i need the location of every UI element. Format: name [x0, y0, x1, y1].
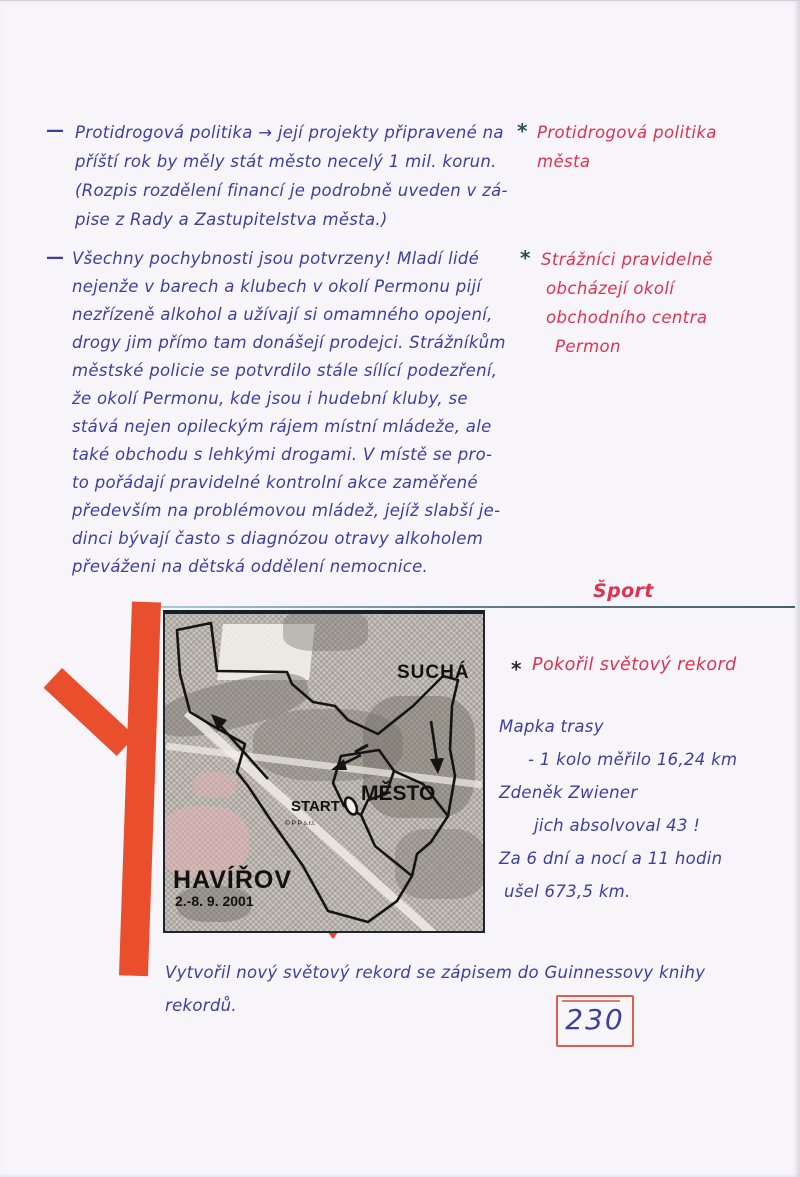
red-cutout-vertical-bar [119, 601, 161, 976]
start-marker-icon [343, 796, 360, 817]
map-image-havirov-route [163, 610, 485, 933]
arrowhead-icon [430, 758, 444, 774]
map-label-date: 2.-8. 9. 2001 [175, 893, 254, 909]
annotation1-line: Protidrogová politika [537, 123, 717, 142]
map-route-overlay [165, 614, 483, 931]
paragraph2-line: nejenže v barech a klubech v okolí Permonu pijí [72, 277, 482, 296]
paragraph2-line: že okolí Permonu, kde jsou i hudební kluby, se [72, 389, 468, 408]
caption-line: ušel 673,5 km. [504, 882, 631, 901]
conclusion-line: Vytvořil nový světový rekord se zápisem do Guinnessovy knihy [165, 963, 706, 982]
map-caption [499, 710, 737, 908]
paragraph2-dash-bullet: — [46, 247, 64, 268]
annotation1-asterisk-icon: * [517, 119, 528, 143]
direction-arrow-down [431, 721, 437, 762]
paragraph1-line: příští rok by měly stát město necelý 1 mil. korun. [75, 152, 497, 171]
margin-annotation-2 [541, 245, 713, 361]
caption-line: jich absolvoval 43 ! [534, 816, 701, 835]
paragraph2-line: stává nejen opileckým rájem místní mládeže, ale [72, 417, 492, 436]
page-number-box [556, 995, 634, 1047]
paragraph1 [75, 118, 508, 234]
paragraph2-line: nezřízeně alkohol a užívají si omamného opojení, [72, 305, 493, 324]
map-label-havirov: HAVÍŘOV [173, 866, 293, 894]
map-label-mesto: MĚSTO [361, 782, 436, 805]
paragraph2-line: to pořádají pravidelné kontrolní akce zaměřené [72, 473, 478, 492]
caption-line: Za 6 dní a nocí a 11 hodin [499, 849, 723, 868]
annotation2-asterisk-icon: * [520, 246, 531, 270]
caption-line: Zdeněk Zwiener [499, 783, 638, 802]
paragraph2-line: drogy jim přímo tam donášejí prodejci. Strážníkům [72, 333, 506, 352]
page-number: 230 [565, 1003, 625, 1036]
sport-annotation: Pokořil světový rekord [532, 655, 737, 675]
conclusion-line: rekordů. [165, 996, 237, 1015]
direction-arrow-up-left [217, 722, 268, 779]
annotation2-line: Permon [555, 337, 621, 356]
sport-section-heading: Šport [593, 580, 654, 602]
section-divider-line [155, 606, 795, 608]
annotation2-line: obcházejí okolí [546, 279, 675, 298]
map-label-sucha: SUCHÁ [397, 662, 470, 683]
caption-line: - 1 kolo měřilo 16,24 km [528, 750, 738, 769]
paragraph2-line: také obchodu s lehkými drogami. V místě se pro- [72, 445, 493, 464]
sport-asterisk-icon: * [511, 657, 522, 681]
paragraph1-line: Protidrogová politika → její projekty připravené na [75, 123, 504, 142]
paragraph2 [72, 245, 506, 581]
page-box-stroke [562, 1000, 620, 1002]
arrowhead-icon [211, 714, 227, 731]
red-cutout-diagonal-branch [44, 668, 136, 756]
margin-annotation-1 [537, 118, 717, 176]
annotation2-line: obchodního centra [546, 308, 708, 327]
paragraph2-line: městské policie se potvrdilo stále sílící podezření, [72, 361, 498, 380]
paragraph2-line: převáženi na dětská oddělení nemocnice. [72, 557, 429, 576]
annotation2-line: Strážníci pravidelně [541, 250, 713, 269]
annotation1-line: města [537, 152, 591, 171]
paragraph1-dash-bullet: — [46, 120, 64, 141]
paragraph1-line: pise z Rady a Zastupitelstva města.) [75, 210, 388, 229]
paragraph2-line: dinci bývají často s diagnózou otravy alkoholem [72, 529, 484, 548]
paragraph2-line: především na problémovou mládež, jejíž slabší je- [72, 501, 501, 520]
route-connector [361, 815, 412, 876]
map-label-start: START [291, 798, 340, 815]
caption-line: Mapka trasy [499, 717, 604, 736]
map-label-copyright: © P P s.r.l. [285, 820, 316, 827]
paragraph2-line: Všechny pochybnosti jsou potvrzeny! Mladí lidé [72, 249, 480, 268]
paragraph1-line: (Rozpis rozdělení financí je podrobně uveden v zá- [75, 181, 508, 200]
